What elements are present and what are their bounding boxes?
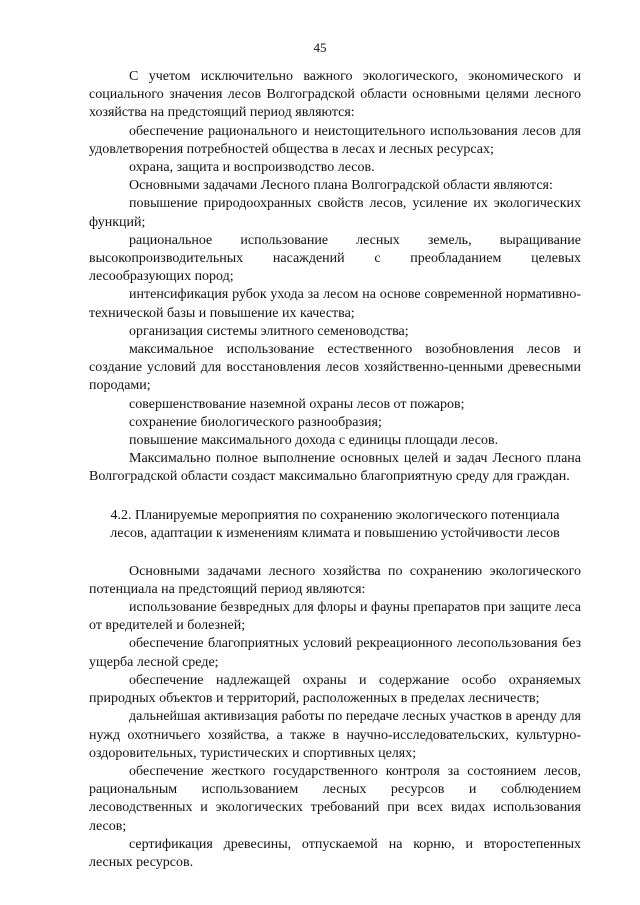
- paragraph: интенсификация рубок ухода за лесом на основе современной нормативно-технической базы и повышение их качества;: [89, 287, 581, 321]
- paragraph: максимальное использование естественного возобновления лесов и создание условий для восстановления лесов хозяйственно-ценными древесными породами;: [89, 342, 581, 394]
- paragraph: сохранение биологического разнообразия;: [129, 414, 382, 430]
- paragraph: совершенствование наземной охраны лесов от пожаров;: [129, 396, 465, 412]
- page-number: 45: [313, 40, 327, 55]
- paragraph: С учетом исключительно важного экологического, экономического и социального значения лесов Волгоградской области основными целями лесного хозяйства на предстоящий период являются:: [89, 69, 581, 121]
- section-ecological-tasks: [89, 563, 581, 872]
- paragraph: рациональное использование лесных земель, выращивание высокопроизводительных насаждений с преобладанием целевых лесообразующих пород;: [89, 232, 581, 285]
- paragraph: повышение природоохранных свойств лесов, усиление их экологических функций;: [89, 196, 581, 230]
- paragraph: использование безвредных для флоры и фауны препаратов при защите леса от вредителей и болезней;: [89, 600, 581, 634]
- section-heading: [89, 507, 581, 543]
- paragraph: повышение максимального дохода с единицы площади лесов.: [129, 433, 499, 449]
- paragraph: охрана, защита и воспроизводство лесов.: [129, 160, 375, 176]
- page-content: [89, 68, 581, 872]
- paragraph: Максимально полное выполнение основных целей и задач Лесного плана Волгоградской области создаст максимально благоприятную среду для граждан.: [89, 451, 581, 485]
- section-goals: [89, 68, 581, 487]
- paragraph: Основными задачами Лесного плана Волгоградской области являются:: [129, 178, 553, 194]
- paragraph: обеспечение рационального и неистощительного использования лесов для удовлетворения потребностей общества в лесах и лесных ресурсах;: [89, 123, 581, 157]
- section-heading-line: лесов, адаптации к изменениям климата и повышению устойчивости лесов: [110, 525, 560, 541]
- paragraph: организация системы элитного семеноводства;: [129, 323, 409, 339]
- paragraph: дальнейшая активизация работы по передаче лесных участков в аренду для нужд охотничьего хозяйства, а также в научно-исследовательских, культурно-оздоровительных, туристических и спортивных целях;: [89, 709, 581, 761]
- paragraph: сертификация древесины, отпускаемой на корню, и второстепенных лесных ресурсов.: [89, 836, 581, 870]
- paragraph: обеспечение надлежащей охраны и содержание особо охраняемых природных объектов и территорий, расположенных в пределах лесничеств;: [89, 672, 581, 707]
- paragraph: обеспечение благоприятных условий рекреационного лесопользования без ущерба лесной среде;: [89, 636, 581, 670]
- paragraph: Основными задачами лесного хозяйства по сохранению экологического потенциала на предстоящий период являются:: [89, 563, 581, 597]
- paragraph: обеспечение жесткого государственного контроля за состоянием лесов, рациональным использованием лесных ресурсов и соблюдением лесоводственных и экологических требований при всех видах использования лесов;: [89, 763, 581, 834]
- section-heading-line: 4.2. Планируемые мероприятия по сохранению экологического потенциала: [110, 507, 560, 523]
